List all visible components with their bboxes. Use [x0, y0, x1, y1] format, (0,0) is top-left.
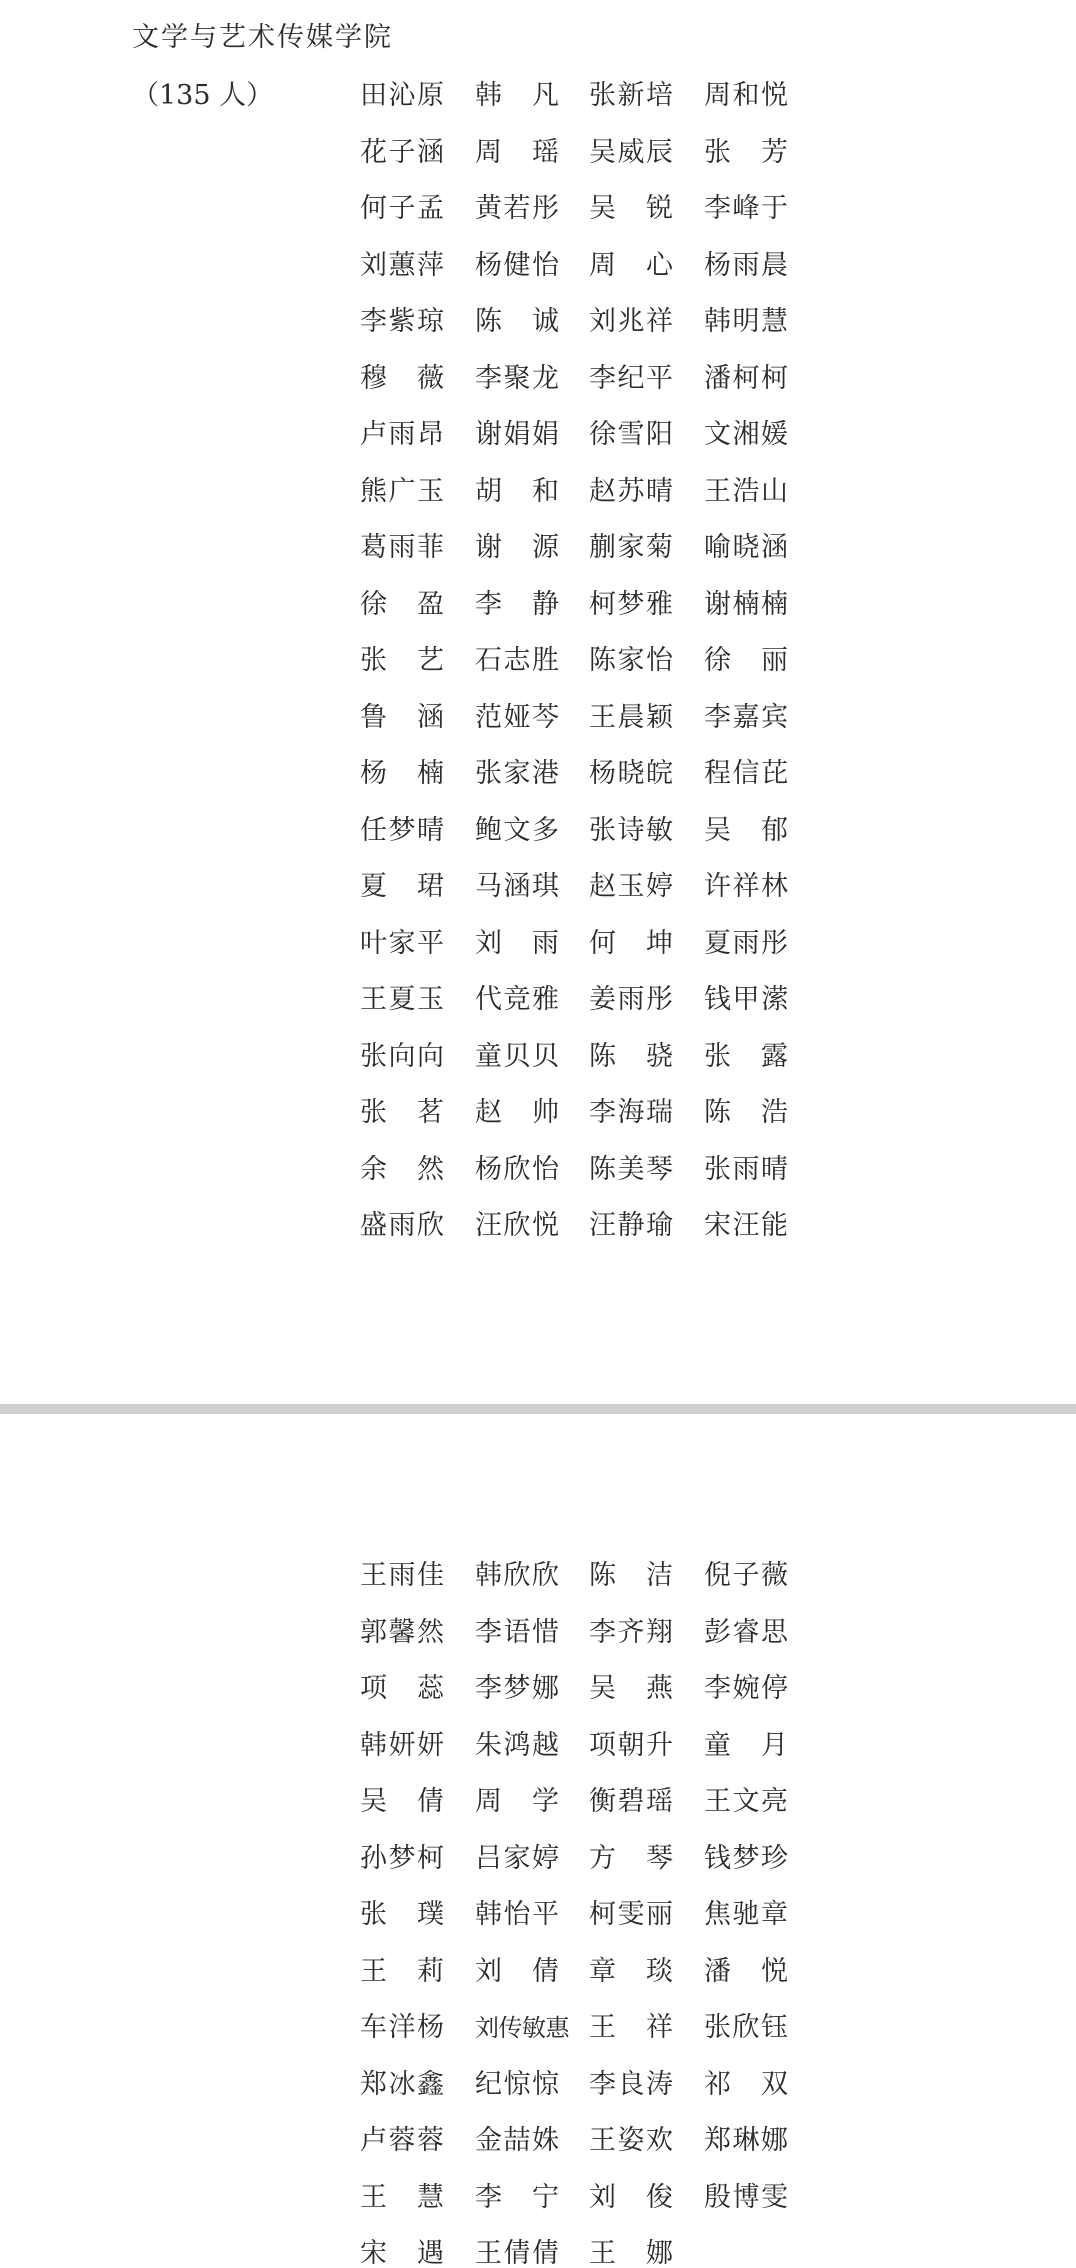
student-name: 祁 双 [704, 2068, 788, 2100]
student-name: 张 雨 晴 [704, 1153, 788, 1185]
student-name: 胡 和 [475, 475, 559, 507]
student-name: 郑 琳 娜 [704, 2125, 788, 2156]
student-name: 方 琴 [589, 1842, 673, 1874]
student-name: 韩 怡 平 [475, 1899, 559, 1930]
student-name: 李 宁 [475, 2181, 559, 2213]
student-name: 蒯 家 菊 [589, 532, 673, 563]
name-row [360, 189, 820, 229]
student-name: 郑 冰 鑫 [360, 2068, 444, 2100]
student-name: 钱 梦 珍 [704, 1842, 788, 1874]
student-name: 李 聚 龙 [475, 362, 559, 394]
student-name: 纪 惊 惊 [475, 2068, 559, 2100]
student-name: 何 子 孟 [360, 193, 444, 224]
student-name: 卢 雨 昂 [360, 419, 444, 450]
page-separator [0, 1404, 1076, 1414]
student-name: 许 祥 林 [704, 871, 788, 902]
student-name: 王 浩 山 [704, 475, 788, 507]
name-row [360, 2065, 820, 2105]
name-row [360, 1839, 820, 1879]
student-name: 张 露 [704, 1040, 788, 1072]
name-row [360, 1782, 820, 1822]
student-name: 田 沁 原 [360, 80, 444, 111]
name-row [360, 2008, 820, 2048]
student-name: 吴 锐 [589, 193, 673, 224]
student-name: 谢 楠 楠 [704, 588, 788, 620]
student-name: 柯 梦 雅 [589, 588, 673, 620]
student-name: 张 芳 [704, 136, 788, 168]
student-name: 徐 雪 阳 [589, 419, 673, 450]
student-name: 李 峰 于 [704, 193, 788, 224]
student-name: 范 娅 芩 [475, 701, 559, 733]
student-name: 李 嘉 宾 [704, 701, 788, 733]
name-row [360, 359, 820, 399]
student-name: 王 夏 玉 [360, 984, 444, 1015]
name-row [360, 924, 820, 964]
student-name: 夏 雨 彤 [704, 927, 788, 959]
student-name: 张 欣 钰 [704, 2012, 788, 2043]
name-row [360, 980, 820, 1020]
student-name: 李 静 [475, 588, 559, 620]
student-name: 孙 梦 柯 [360, 1842, 444, 1874]
name-row [360, 811, 820, 851]
student-name: 陈 诚 [475, 306, 559, 337]
student-name: 文 湘 媛 [704, 419, 788, 450]
name-row [360, 754, 820, 794]
name-row [360, 1952, 820, 1992]
student-name: 韩 凡 [475, 80, 559, 111]
student-name: 鲍 文 多 [475, 814, 559, 846]
student-name: 张 向 向 [360, 1040, 444, 1072]
name-row [360, 1556, 820, 1596]
student-name: 熊 广 玉 [360, 475, 444, 507]
name-row [360, 698, 820, 738]
student-name: 吴 倩 [360, 1786, 444, 1817]
student-name: 周 心 [589, 249, 673, 281]
student-name: 周 学 [475, 1786, 559, 1817]
student-count-label: （135 人） [132, 80, 274, 111]
student-name: 谢 娟 娟 [475, 419, 559, 450]
student-name: 杨 雨 晨 [704, 249, 788, 281]
student-name: 李 海 瑞 [589, 1097, 673, 1128]
student-name: 杨 楠 [360, 758, 444, 789]
student-name: 王 晨 颖 [589, 701, 673, 733]
student-name: 项 蕊 [360, 1673, 444, 1704]
student-name: 王 雨 佳 [360, 1560, 444, 1591]
student-name: 张 诗 敏 [589, 814, 673, 846]
name-row [360, 472, 820, 512]
student-name: 刘 俊 [589, 2181, 673, 2213]
student-name: 杨 晓 皖 [589, 758, 673, 789]
student-name: 夏 珺 [360, 871, 444, 902]
name-row [360, 1093, 820, 1133]
student-name: 陈 美 琴 [589, 1153, 673, 1185]
student-name: 石 志 胜 [475, 645, 559, 676]
student-name: 陈 洁 [589, 1560, 673, 1591]
student-name: 刘 蕙 萍 [360, 249, 444, 281]
student-name: 花 子 涵 [360, 136, 444, 168]
name-row [360, 641, 820, 681]
student-name: 张 家 港 [475, 758, 559, 789]
student-name: 倪 子 薇 [704, 1560, 788, 1591]
student-name: 李 婉 停 [704, 1673, 788, 1704]
student-name: 焦 驰 章 [704, 1899, 788, 1930]
student-name: 刘 兆 祥 [589, 306, 673, 337]
student-name: 宋 遇 [360, 2238, 444, 2268]
student-name: 朱 鸿 越 [475, 1729, 559, 1761]
student-name: 李 齐 翔 [589, 1616, 673, 1648]
student-name: 王 莉 [360, 1955, 444, 1987]
student-name: 金 喆 姝 [475, 2125, 559, 2156]
student-name: 车 洋 杨 [360, 2012, 444, 2043]
student-name: 吕 家 婷 [475, 1842, 559, 1874]
student-name: 张 茗 [360, 1097, 444, 1128]
student-name: 卢 蓉 蓉 [360, 2125, 444, 2156]
student-name: 童 月 [704, 1729, 788, 1761]
name-row [360, 2178, 820, 2218]
student-name: 周 和 悦 [704, 80, 788, 111]
student-name: 刘 传 敏 惠 [475, 2014, 569, 2042]
name-row [360, 1037, 820, 1077]
student-name: 吴 燕 [589, 1673, 673, 1704]
student-name: 穆 薇 [360, 362, 444, 394]
student-name: 彭 睿 思 [704, 1616, 788, 1648]
student-name: 吴 威 辰 [589, 136, 673, 168]
student-name: 刘 倩 [475, 1955, 559, 1987]
student-name: 韩 明 慧 [704, 306, 788, 337]
student-name: 郭 馨 然 [360, 1616, 444, 1648]
student-name: 黄 若 彤 [475, 193, 559, 224]
name-row [360, 1669, 820, 1709]
student-name: 陈 家 怡 [589, 645, 673, 676]
student-name: 张 艺 [360, 645, 444, 676]
student-name: 王 祥 [589, 2012, 673, 2043]
student-name: 王 文 亮 [704, 1786, 788, 1817]
student-name: 李 梦 娜 [475, 1673, 559, 1704]
name-row [360, 1613, 820, 1653]
name-row [360, 2121, 820, 2161]
student-name: 衡 碧 瑶 [589, 1786, 673, 1817]
student-name: 王 姿 欢 [589, 2125, 673, 2156]
student-name: 任 梦 晴 [360, 814, 444, 846]
student-name: 李 良 涛 [589, 2068, 673, 2100]
student-name: 汪 静 瑜 [589, 1210, 673, 1241]
document-page-2 [0, 1414, 1076, 2268]
name-row [360, 867, 820, 907]
student-name: 代 竞 雅 [475, 984, 559, 1015]
student-name: 陈 浩 [704, 1097, 788, 1128]
student-name: 韩 妍 妍 [360, 1729, 444, 1761]
name-row [360, 1895, 820, 1935]
student-name: 王 慧 [360, 2181, 444, 2213]
student-name: 杨 欣 怡 [475, 1153, 559, 1185]
student-name: 李 紫 琼 [360, 306, 444, 337]
student-name: 童 贝 贝 [475, 1040, 559, 1072]
name-row [360, 415, 820, 455]
student-name: 赵 玉 婷 [589, 871, 673, 902]
student-name: 周 瑶 [475, 136, 559, 168]
name-row [360, 528, 820, 568]
student-name: 潘 悦 [704, 1955, 788, 1987]
college-title: 文学与艺术传媒学院 [132, 22, 393, 53]
student-name: 何 坤 [589, 927, 673, 959]
student-name: 鲁 涵 [360, 701, 444, 733]
student-name: 钱 甲 潆 [704, 984, 788, 1015]
name-row [360, 2234, 820, 2268]
name-row [360, 76, 820, 116]
student-name: 叶 家 平 [360, 927, 444, 959]
name-row [360, 1726, 820, 1766]
student-name: 张 璞 [360, 1899, 444, 1930]
name-row [360, 246, 820, 286]
student-name: 姜 雨 彤 [589, 984, 673, 1015]
student-name: 马 涵 琪 [475, 871, 559, 902]
student-name: 徐 盈 [360, 588, 444, 620]
student-name: 喻 晓 涵 [704, 532, 788, 563]
name-row [360, 1150, 820, 1190]
student-name: 葛 雨 菲 [360, 532, 444, 563]
name-row [360, 1206, 820, 1246]
student-name: 余 然 [360, 1153, 444, 1185]
name-row [360, 585, 820, 625]
student-name: 盛 雨 欣 [360, 1210, 444, 1241]
student-name: 韩 欣 欣 [475, 1560, 559, 1591]
student-name: 谢 源 [475, 532, 559, 563]
student-name: 杨 健 怡 [475, 249, 559, 281]
student-name: 赵 帅 [475, 1097, 559, 1128]
student-name: 汪 欣 悦 [475, 1210, 559, 1241]
student-name: 吴 郁 [704, 814, 788, 846]
student-name: 李 语 惜 [475, 1616, 559, 1648]
student-name: 项 朝 升 [589, 1729, 673, 1761]
name-row [360, 133, 820, 173]
student-name: 殷 博 雯 [704, 2181, 788, 2213]
student-name: 章 琰 [589, 1955, 673, 1987]
name-row [360, 302, 820, 342]
student-name: 潘 柯 柯 [704, 362, 788, 394]
student-name: 刘 雨 [475, 927, 559, 959]
student-name: 宋 汪 能 [704, 1210, 788, 1241]
student-name: 陈 骁 [589, 1040, 673, 1072]
student-name: 程 信 芘 [704, 758, 788, 789]
student-name: 赵 苏 晴 [589, 475, 673, 507]
student-name: 李 纪 平 [589, 362, 673, 394]
student-name: 徐 丽 [704, 645, 788, 676]
student-name: 王 倩 倩 [475, 2238, 559, 2268]
student-name: 张 新 培 [589, 80, 673, 111]
student-name: 王 娜 [589, 2238, 673, 2268]
student-name: 柯 雯 丽 [589, 1899, 673, 1930]
